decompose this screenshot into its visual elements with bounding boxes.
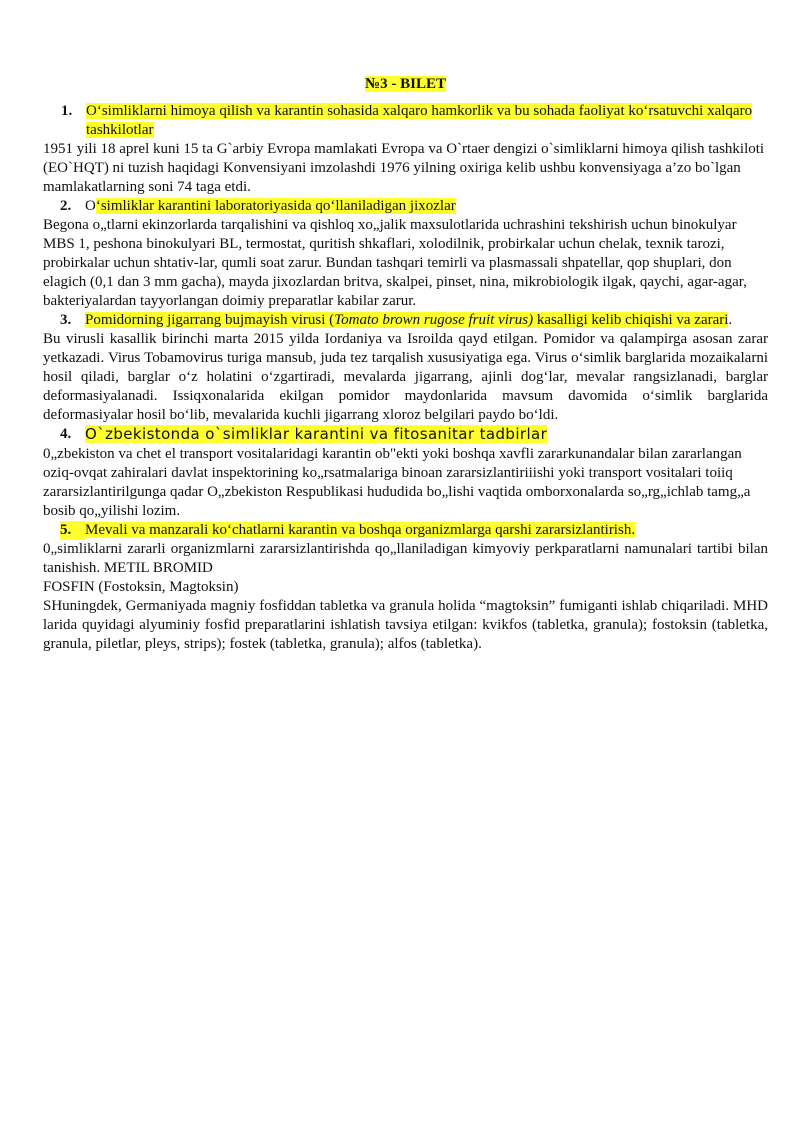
question-5-number: 5. xyxy=(60,521,85,540)
ticket-title-text: №3 - BILET xyxy=(365,76,446,92)
question-3-heading-part-a: Pomidorning jigarrang bujmayish virusi ( xyxy=(85,312,335,328)
ticket-title xyxy=(43,75,768,94)
question-5-body-2: FOSFIN (Fostoksin, Magtoksin) xyxy=(43,579,239,595)
question-1-heading xyxy=(43,102,768,140)
question-2-number: 2. xyxy=(60,198,72,214)
question-3-number: 3. xyxy=(60,312,72,328)
question-4-body: 0„zbekiston va chet el transport vositalaridagi karantin ob"ekti yoki boshqa xavfli zararkunandalar bilan zararlangan oziq-ovqat zahiralari davlat inspektorining ko„rsatmalariga binoan zararsizlantiriiishi yoki transport vositalari toiiq zararsizlantirilgunga qadar O„zbekiston Respublikasi hududida bo„lishi vaqtida omborxonalarda so„rg„ichlab tamg„a bosib qo„yilishi lozim. xyxy=(43,446,751,519)
question-1-body: 1951 yili 18 aprel kuni 15 ta G`arbiy Evropa mamlakati Evropa va O`rtaer dengizi o`simliklarni himoya qilish tashkiloti (EO`HQT) ni tuzish haqidagi Konvensiyani imzolashdi 1976 yilning oxiriga kelib ushbu konvensiyaga a’zo bo`lgan mamlakatlarning soni 74 taga etdi. xyxy=(43,141,765,195)
question-3-heading xyxy=(43,311,768,330)
question-1-heading-text: O‘simliklarni himoya qilish va karantin sohasida xalqaro hamkorlik va bu sohada faoliyat ko‘rsatuvchi xalqaro tashkilotlar xyxy=(86,103,753,138)
question-2-body: Begona o„tlarni ekinzorlarda tarqalishini va qishloq xo„jalik maxsulotlarida uchrashini tekshirish uchun binokulyar MBS 1, peshona binokulyari BL, termostat, quritish shkaflari, xolodilnik, probirkalar uchun chelak, texnik tarozi, probirkalar uchun shtativ-lar, qumli soat zarur. Bundan tashqari temirli va plasmassali shpatellar, qop shuplari, don elagich (0,1 dan 3 mm gacha), mayda jixozlardan britva, skalpei, pinset, nina, mikrobiologik ilgak, qaychi, agar-agar, bakteriyalardan tayyorlangan doimiy preparatlar kabilar zarur. xyxy=(43,217,747,309)
question-3-heading-part-b: kasalligi kelib chiqishi va zarari xyxy=(533,312,729,328)
question-4-number: 4. xyxy=(60,426,72,442)
question-3-heading-italic: Tomato brown rugose fruit virus) xyxy=(334,312,534,328)
question-5-body-3: SHuningdek, Germaniyada magniy fosfiddan tabletka va granula holida “magtoksin” fumiganti ishlab chiqariladi. MHD larida quyidagi alyuminiy fosfid preparatlarini ishlatish tavsiya etilgan: kvikfos (tabletka, granula); fostoksin (tabletka, granula, piletlar, pleys, strips); fostek (tabletka, granula); alfos (tabletka). xyxy=(43,598,768,652)
question-5-heading-text: Mevali va manzarali ko‘chatlarni karantin va boshqa organizmlarga qarshi zararsizlantirish. xyxy=(85,522,636,538)
document-content xyxy=(43,75,768,654)
question-2-heading-text: ‘simliklar karantini laboratoriyasida qo‘llaniladigan jixozlar xyxy=(95,198,456,214)
question-3-heading-end: . xyxy=(728,312,733,328)
question-2-heading-prefix: O xyxy=(85,198,96,214)
question-4-heading xyxy=(43,425,768,445)
question-5-body-1: 0„simliklarni zararli organizmlarni zararsizlantirishda qo„llaniladigan kimyoviy perkparatlarni namunalari tartibi bilan tanishish. METIL BROMID xyxy=(43,541,768,576)
question-1-number: 1. xyxy=(61,103,73,119)
question-2-heading xyxy=(43,197,768,216)
question-4-heading-text: O`zbekistonda o`simliklar karantini va fitosanitar tadbirlar xyxy=(85,425,548,443)
question-3-body: Bu virusli kasallik birinchi marta 2015 yilda Iordaniya va Isroilda qayd etilgan. Pomidor va qalampirga asosan zarar yetkazadi. Virus Tobamovirus turiga mansub, juda tez tarqalish xususiyatiga ega. Virus o‘simlik barglarida mozaikalarni hosil qiladi, barglar o‘z holatini o‘zgartiradi, mevalarda jigarrang, ajinli dog‘lar, mevalar rangsizlanadi, barglar deformasiyalanadi. Issiqxonalarida ekilgan pomidor maydonlarida mavsum davomida o‘simlik barglarida deformasiyalar hosil bo‘lib, mevalarida kuchli jigarrang xloroz belgilari paydo bo‘ldi. xyxy=(43,331,768,423)
question-5-heading xyxy=(43,521,768,540)
